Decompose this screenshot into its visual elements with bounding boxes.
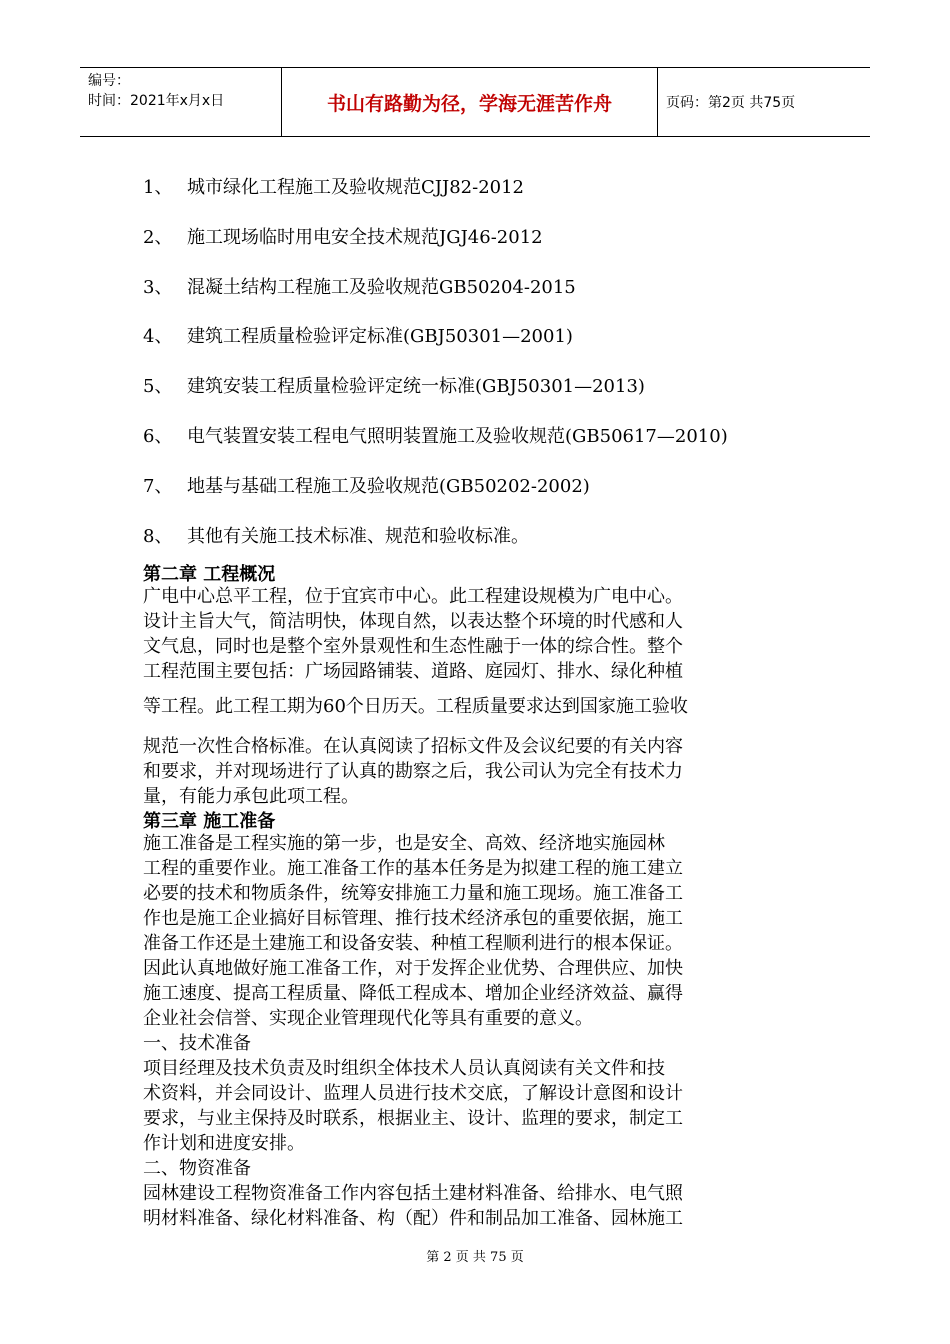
code-label: 编号：	[88, 73, 130, 89]
chapter2-paragraph: 广电中心总平工程，位于宜宾市中心。此工程建设规模为广电中心。 设计主旨大气，简洁明快，体现自然，以表达整个环境的时代感和人 文气息，同时也是整个室外景观性和生态性融于一体的综合性。整个 工程范围主要包括：广场园路铺装、道路、庭园灯、排水、绿化种植	[143, 586, 683, 682]
reference-item: 2、 施工现场临时用电安全技术规范JGJ46-2012	[143, 227, 543, 248]
page-header	[80, 67, 870, 137]
header-motto: 书山有路勤为径，学海无涯苦作舟	[282, 68, 658, 136]
chapter2-paragraph-cont: 规范一次性合格标准。在认真阅读了招标文件及会议纪要的有关内容 和要求，并对现场进行了认真的勘察之后，我公司认为完全有技术力 量，有能力承包此项工程。	[143, 736, 683, 807]
reference-item: 4、 建筑工程质量检验评定标准(GBJ50301—2001)	[143, 326, 573, 347]
chapter3-paragraph: 施工准备是工程实施的第一步，也是安全、高效、经济地实施园林 工程的重要作业。施工准备工作的基本任务是为拟建工程的施工建立 必要的技术和物质条件，统筹安排施工力量和施工现场。施工准备工 作也是施工企业搞好目标管理、推行技术经济承包的重要依据，施工 准备工作还是土建施工和设备安装、种植工程顺利进行的根本保证。 因此认真地做好施工准备工作，对于发挥企业优势、合理供应、加快 施工速度、提高工程质量、降低工程成本、增加企业经济效益、赢得 企业社会信誉、实现企业管理现代化等具有重要的意义。 一、技术准备 项目经理及技术负责及时组织全体技术人员认真阅读有关文件和技 术资料，并会同设计、监理人员进行技术交底，了解设计意图和设计 要求，与业主保持及时联系，根据业主、设计、监理的要求，制定工 作计划和进度安排。 二、物资准备 园林建设工程物资准备工作内容包括土建材料准备、给排水、电气照 明材料准备、绿化材料准备、构（配）件和制品加工准备、园林施工	[143, 831, 809, 1231]
chapter3-title: 第三章 施工准备	[143, 811, 276, 832]
reference-item: 5、 建筑安装工程质量检验评定统一标准(GBJ50301—2013)	[143, 376, 645, 397]
reference-item: 3、 混凝土结构工程施工及验收规范GB50204-2015	[143, 277, 576, 298]
reference-item: 6、 电气装置安装工程电气照明装置施工及验收规范(GB50617—2010)	[143, 426, 728, 447]
reference-item: 1、 城市绿化工程施工及验收规范CJJ82-2012	[143, 177, 524, 198]
chapter2-paragraph-cont: 等工程。此工程工期为60个日历天。工程质量要求达到国家施工验收	[143, 696, 688, 717]
header-meta	[80, 68, 282, 136]
reference-item: 8、 其他有关施工技术标准、规范和验收标准。	[143, 526, 529, 547]
header-page-info: 页码：第2页 共75页	[666, 95, 796, 111]
chapter2-title: 第二章 工程概况	[143, 564, 276, 585]
section2-title: 二、物资准备	[143, 1158, 251, 1179]
section1-title: 一、技术准备	[143, 1033, 251, 1054]
date-label: 时间：2021年x月x日	[88, 93, 225, 109]
reference-item: 7、 地基与基础工程施工及验收规范(GB50202-2002)	[143, 476, 590, 497]
page-footer: 第 2 页 共 75 页	[426, 1250, 524, 1265]
